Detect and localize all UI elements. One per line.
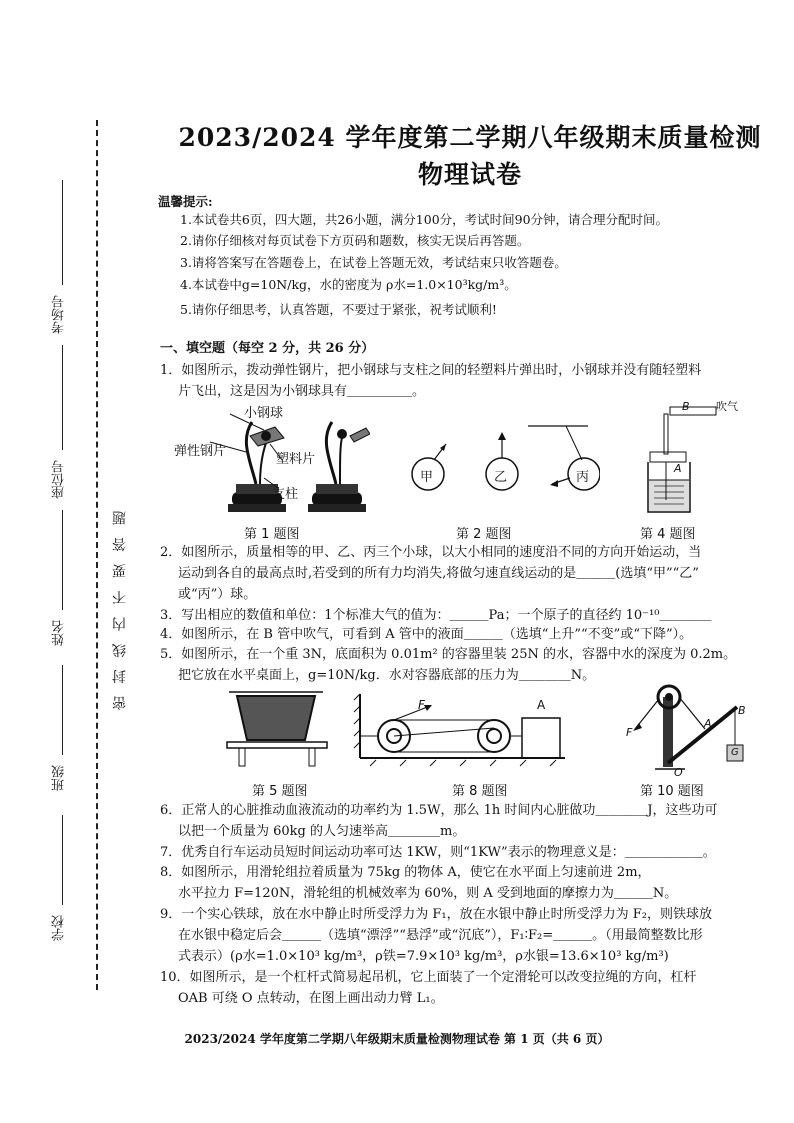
question-2: 2．如图所示，质量相等的甲、乙、丙三个小球，以大小相同的速度沿不同的方向开始运动，当 (160, 545, 702, 560)
fig10-caption: 第 10 题图 (640, 784, 704, 799)
fig1-label-plastic: 塑料片 (276, 452, 316, 467)
class-line (62, 665, 63, 755)
figure-10 (615, 683, 755, 778)
fig1-label-ball: 小钢球 (244, 406, 284, 421)
fig4-label-b: B (682, 400, 690, 413)
name-line (62, 510, 63, 610)
seat-line (62, 345, 63, 450)
question-9: 9．一个实心铁球，放在水中静止时所受浮力为 F₁，放在水银中静止时所受浮力为 F₂，则铁球放 (160, 907, 712, 922)
tip-item: 4.本试卷中g=10N/kg，水的密度为 ρ水=1.0×10³kg/m³。 (180, 277, 517, 292)
tip-item: 2.请你仔细核对每页试卷下方页码和题数，核实无误后再答题。 (180, 233, 530, 248)
question-5: 5．如图所示，在一个重 3N，底面积为 0.01m² 的容器里装 25N 的水，容器中水的深度为 0.2m。 (160, 647, 737, 662)
page-title: 2023/2024 学年度第二学期八年级期末质量检测 (178, 123, 762, 152)
page-subtitle: 物理试卷 (417, 160, 522, 189)
figure-4 (640, 400, 740, 520)
question-7: 7．优秀自行车运动员短时间运动功率可达 1KW，则“1KW”表示的物理意义是：＿＿＿＿＿＿。 (160, 845, 716, 860)
tip-item: 5.请你仔细思考，认真答题，不要过于紧张，祝考试顺利! (180, 302, 497, 317)
question-9-cont: 在水银中稳定后会＿＿＿（选填“漂浮”“悬浮”或“沉底”），F₁∶F₂=＿＿＿。（用最简整数比形 (178, 928, 703, 943)
figure-5 (225, 690, 335, 775)
question-3: 3．写出相应的数值和单位：1个标准大气的值为：＿＿＿Pa；一个原子的直径约 10⁻¹⁰＿＿＿＿ (160, 608, 712, 623)
fig2-label-a: 甲 (420, 470, 434, 485)
seat-field: 座位号 (52, 460, 67, 499)
question-5-cont: 把它放在水平桌面上，g=10N/kg．水对容器底部的压力为＿＿＿＿N。 (178, 668, 596, 683)
fig10-label-b: B (738, 704, 746, 717)
exam-room-line (62, 180, 63, 285)
fig10-label-f: F (626, 726, 633, 739)
question-8: 8．如图所示，用滑轮组拉着质量为 75kg 的物体 A，使它在水平面上匀速前进 2m， (160, 865, 651, 880)
fig8-label-f: F (418, 698, 425, 712)
fig4-caption: 第 4 题图 (640, 527, 696, 542)
page-footer: 2023/2024 学年度第二学期八年级期末质量检测物理试卷 第 1 页（共 6 页） (184, 1032, 610, 1046)
fig8-caption: 第 8 题图 (452, 784, 508, 799)
seal-text: 密 封 线 内 不 要 答 题 (112, 506, 128, 710)
fig1-caption: 第 1 题图 (244, 527, 300, 542)
question-6-cont: 以把一个质量为 60kg 的人匀速举高＿＿＿＿m。 (178, 824, 466, 839)
fig1-label-pillar: 支柱 (272, 487, 299, 502)
fig8-label-a: A (537, 698, 546, 712)
fig4-label-blow: 吹气 (716, 400, 738, 413)
question-1: 1．如图所示，拨动弹性钢片，把小钢球与支柱之间的轻塑料片弹出时，小钢球并没有随轻塑料 (160, 363, 702, 378)
question-6: 6．正常人的心脏推动血液流动的功率约为 1.5W，那么 1h 时间内心脏做功＿＿＿＿J，这些功可 (160, 803, 718, 818)
fig1-label-steel: 弹性钢片 (174, 444, 227, 459)
fig10-label-g: G (731, 747, 739, 758)
tip-item: 3.请将答案写在答题卷上，在试卷上答题无效，考试结束只收答题卷。 (180, 255, 567, 270)
name-field: 姓名 (52, 620, 67, 646)
fig2-label-b: 乙 (494, 470, 508, 485)
fig5-caption: 第 5 题图 (252, 784, 308, 799)
class-field: 班级 (52, 765, 67, 791)
question-2-cont: 运动到各自的最高点时,若受到的所有力均消失,将做匀速直线运动的是＿＿＿(选填“甲”“乙” (178, 566, 699, 581)
school-line (62, 815, 63, 905)
question-1-cont: 片飞出，这是因为小钢球具有＿＿＿＿＿。 (178, 384, 426, 399)
fig10-label-o: O (674, 766, 683, 779)
question-9-cont2: 式表示）(ρ水=1.0×10³ kg/m³，ρ铁=7.9×10³ kg/m³，ρ水银=13.6×10³ kg/m³) (178, 949, 669, 964)
question-10: 10．如图所示，是一个杠杆式简易起吊机，它上面装了一个定滑轮可以改变拉绳的方向，杠杆 (160, 970, 697, 985)
section-heading: 一、填空题（每空 2 分，共 26 分） (160, 341, 375, 356)
question-8-cont: 水平拉力 F=120N，滑轮组的机械效率为 60%，则 A 受到地面的摩擦力为＿＿＿N。 (178, 886, 678, 901)
tip-item: 1.本试卷共6页，四大题，共26小题，满分100分，考试时间90分钟，请合理分配时间。 (180, 212, 669, 227)
exam-room-field: 考场号 (52, 295, 67, 334)
question-4: 4．如图所示，在 B 管中吹气，可看到 A 管中的液面＿＿＿（选填“上升”“不变”或“下降”）。 (160, 627, 693, 642)
question-10-cont: OAB 可绕 O 点转动，在图上画出动力臂 L₁。 (178, 991, 444, 1006)
fig10-label-a: A (704, 717, 712, 730)
fig4-label-a: A (674, 462, 682, 475)
tips-heading: 温馨提示: (158, 194, 213, 209)
fig2-label-c: 丙 (576, 470, 590, 485)
question-2-cont2: 或“丙”）球。 (178, 587, 257, 602)
fig2-caption: 第 2 题图 (456, 527, 512, 542)
seal-dashed-line (96, 120, 98, 990)
school-field: 学校 (52, 915, 67, 941)
figure-2 (400, 420, 600, 510)
